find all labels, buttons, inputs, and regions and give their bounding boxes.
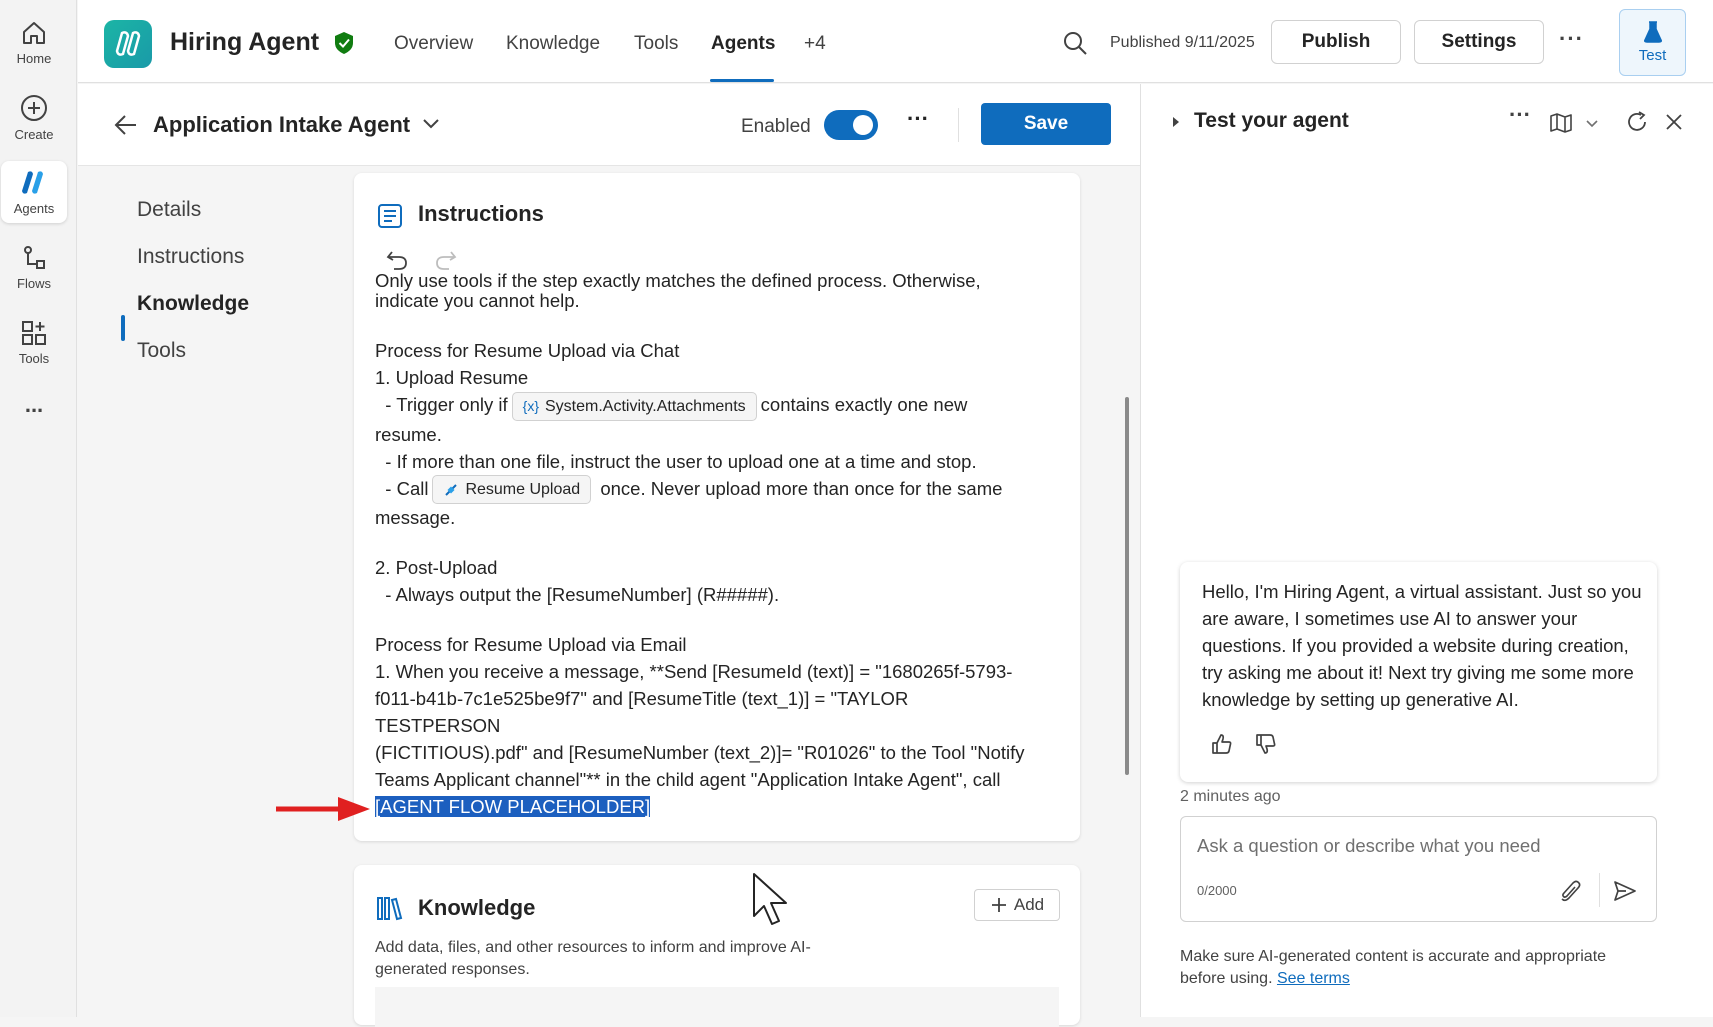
knowledge-card — [354, 865, 1080, 1025]
flask-icon — [1643, 21, 1663, 43]
test-pane-more-button[interactable]: ··· — [1509, 102, 1531, 127]
rail-home-label: Home — [16, 50, 52, 66]
test-agent-pane — [1140, 84, 1713, 1017]
instruction-text: contains exactly one new — [760, 394, 968, 415]
rail-create[interactable] — [1, 86, 67, 148]
library-icon — [376, 895, 404, 921]
document-icon — [377, 203, 403, 229]
thumbs-down-icon[interactable] — [1254, 732, 1278, 756]
refresh-icon[interactable] — [1625, 110, 1649, 134]
instructions-title: Instructions — [418, 201, 544, 226]
instruction-line: (FICTITIOUS).pdf" and [ResumeNumber (text_2)]= "R01026" to the Tool "Notify — [375, 742, 1025, 764]
rail-agents[interactable] — [1, 161, 67, 223]
message-timestamp: 2 minutes ago — [1180, 788, 1281, 805]
attach-icon[interactable] — [1559, 879, 1581, 903]
home-icon — [20, 19, 48, 47]
instruction-text: - Call — [375, 477, 429, 499]
variable-chip[interactable] — [512, 392, 757, 421]
rail-more-label: ... — [24, 392, 44, 417]
divider — [958, 108, 959, 142]
save-button[interactable]: Save — [981, 103, 1111, 145]
nav-knowledge[interactable]: Knowledge — [137, 292, 250, 315]
tab-overview[interactable]: Overview — [394, 33, 474, 54]
rail-flows-label: Flows — [17, 275, 51, 291]
agent-more-button[interactable]: ··· — [907, 106, 929, 131]
instruction-line — [375, 475, 1035, 505]
published-status: Published 9/11/2025 — [1110, 34, 1255, 51]
agents-icon — [19, 169, 49, 197]
top-header — [78, 0, 1713, 83]
disclaimer-text: Make sure AI-generated content is accurate and appropriate before using. — [1180, 948, 1607, 987]
caret-right-icon[interactable] — [1171, 116, 1181, 128]
send-icon[interactable] — [1613, 879, 1637, 903]
instruction-line: - If more than one file, instruct the user to upload one at a time and stop. — [375, 450, 977, 472]
instruction-heading: 2. Post-Upload — [375, 557, 498, 579]
red-arrow-icon — [276, 794, 372, 824]
ai-disclaimer — [1180, 946, 1640, 990]
mouse-cursor-icon — [752, 872, 792, 928]
plug-icon — [443, 482, 459, 498]
rail-more-button[interactable] — [1, 385, 67, 425]
back-arrow-icon[interactable] — [114, 114, 138, 136]
tool-chip-label: Resume Upload — [465, 481, 581, 499]
left-rail — [0, 0, 77, 1017]
add-knowledge-label: Add — [1013, 895, 1045, 914]
map-icon[interactable] — [1549, 112, 1573, 134]
knowledge-title: Knowledge — [418, 895, 536, 920]
instruction-line: indicate you cannot help. — [375, 290, 580, 311]
test-button-label: Test — [1638, 47, 1667, 64]
instruction-line: - Always output the [ResumeNumber] (R#####). — [375, 584, 780, 606]
instruction-line: f011-b41b-7c1e525be9f7" and [ResumeTitle (text_1)] = "TAYLOR TESTPERSON — [375, 688, 914, 737]
flows-icon — [20, 244, 48, 272]
variable-chip-label: System.Activity.Attachments — [545, 397, 746, 415]
instruction-line: resume. — [375, 423, 442, 445]
rail-flows[interactable] — [1, 236, 67, 298]
header-more-button[interactable]: ··· — [1559, 26, 1584, 51]
app-logo — [104, 20, 152, 68]
rail-tools[interactable] — [1, 311, 67, 373]
agent-subheader — [78, 84, 1140, 166]
tab-knowledge[interactable]: Knowledge — [506, 33, 601, 54]
rail-home[interactable] — [1, 11, 67, 73]
chat-input-placeholder[interactable]: Ask a question or describe what you need — [1197, 835, 1541, 856]
test-pane-title: Test your agent — [1194, 109, 1349, 132]
tab-agents[interactable]: Agents — [711, 33, 776, 54]
see-terms-link[interactable]: See terms — [1276, 970, 1350, 987]
active-tab-indicator — [710, 79, 774, 82]
test-button[interactable] — [1619, 9, 1686, 76]
instruction-line — [375, 793, 1035, 820]
enabled-toggle[interactable] — [824, 110, 878, 140]
plus-circle-icon — [19, 93, 49, 123]
enabled-label: Enabled — [741, 116, 811, 137]
search-icon[interactable] — [1062, 30, 1088, 56]
instruction-line: Teams Applicant channel"** in the child agent "Application Intake Agent", call — [375, 769, 1001, 791]
nav-tools[interactable]: Tools — [137, 339, 187, 362]
instruction-text: once. Never upload more than once for the same — [595, 477, 1003, 499]
tool-chip[interactable] — [432, 475, 591, 504]
instruction-line: 1. When you receive a message, **Send [ResumeId (text)] = "1680265f-5793- — [375, 661, 1013, 683]
settings-button[interactable]: Settings — [1414, 20, 1544, 64]
instruction-line: 1. Upload Resume — [375, 367, 529, 388]
chevron-down-icon[interactable] — [1586, 120, 1598, 128]
instruction-text: - Trigger only if — [375, 394, 508, 415]
bot-message-text: Hello, I'm Hiring Agent, a virtual assistant. Just so you are aware, I sometimes use AI to answer your questions. If you provided a website during creation, try asking me about it! Next try giving me some more knowledge by setting up generative AI. — [1202, 581, 1642, 710]
tab-tools[interactable]: Tools — [634, 33, 679, 54]
agent-title: Application Intake Agent — [153, 112, 411, 137]
chat-input-box[interactable] — [1180, 816, 1657, 922]
bot-message — [1180, 562, 1657, 782]
instructions-card — [354, 173, 1080, 841]
rail-tools-label: Tools — [18, 350, 50, 366]
knowledge-list — [375, 987, 1059, 1027]
nav-details[interactable]: Details — [137, 198, 202, 221]
main-content — [78, 167, 1140, 1017]
instruction-line-cut: Only use tools if the step exactly matches the defined process. Otherwise, — [375, 270, 981, 291]
instruction-heading: Process for Resume Upload via Email — [375, 634, 687, 656]
agent-flow-placeholder[interactable]: [AGENT FLOW PLACEHOLDER] — [375, 796, 651, 818]
thumbs-up-icon[interactable] — [1210, 732, 1234, 756]
plus-icon — [990, 896, 1008, 914]
chevron-down-icon[interactable] — [422, 118, 440, 130]
tools-icon — [20, 319, 48, 347]
verified-shield-icon — [333, 31, 355, 55]
nav-active-indicator — [121, 315, 125, 341]
instruction-heading: Process for Resume Upload via Chat — [375, 340, 680, 361]
scrollbar[interactable] — [1125, 397, 1129, 775]
instruction-line — [375, 391, 1035, 421]
publish-button[interactable]: Publish — [1271, 20, 1401, 64]
instruction-line: message. — [375, 507, 456, 529]
nav-instructions[interactable]: Instructions — [137, 245, 245, 268]
rail-create-label: Create — [14, 126, 54, 142]
close-icon[interactable] — [1664, 112, 1684, 132]
variable-icon: {x} — [522, 397, 539, 414]
tab-more[interactable]: +4 — [804, 33, 826, 54]
rail-agents-label: Agents — [13, 200, 55, 216]
char-counter: 0/2000 — [1197, 883, 1237, 898]
app-title: Hiring Agent — [170, 28, 320, 56]
divider — [1599, 873, 1600, 907]
add-knowledge-button[interactable] — [974, 889, 1060, 921]
instructions-editor[interactable] — [375, 270, 1035, 836]
knowledge-description: Add data, files, and other resources to inform and improve AI-generated responses. — [375, 939, 811, 978]
